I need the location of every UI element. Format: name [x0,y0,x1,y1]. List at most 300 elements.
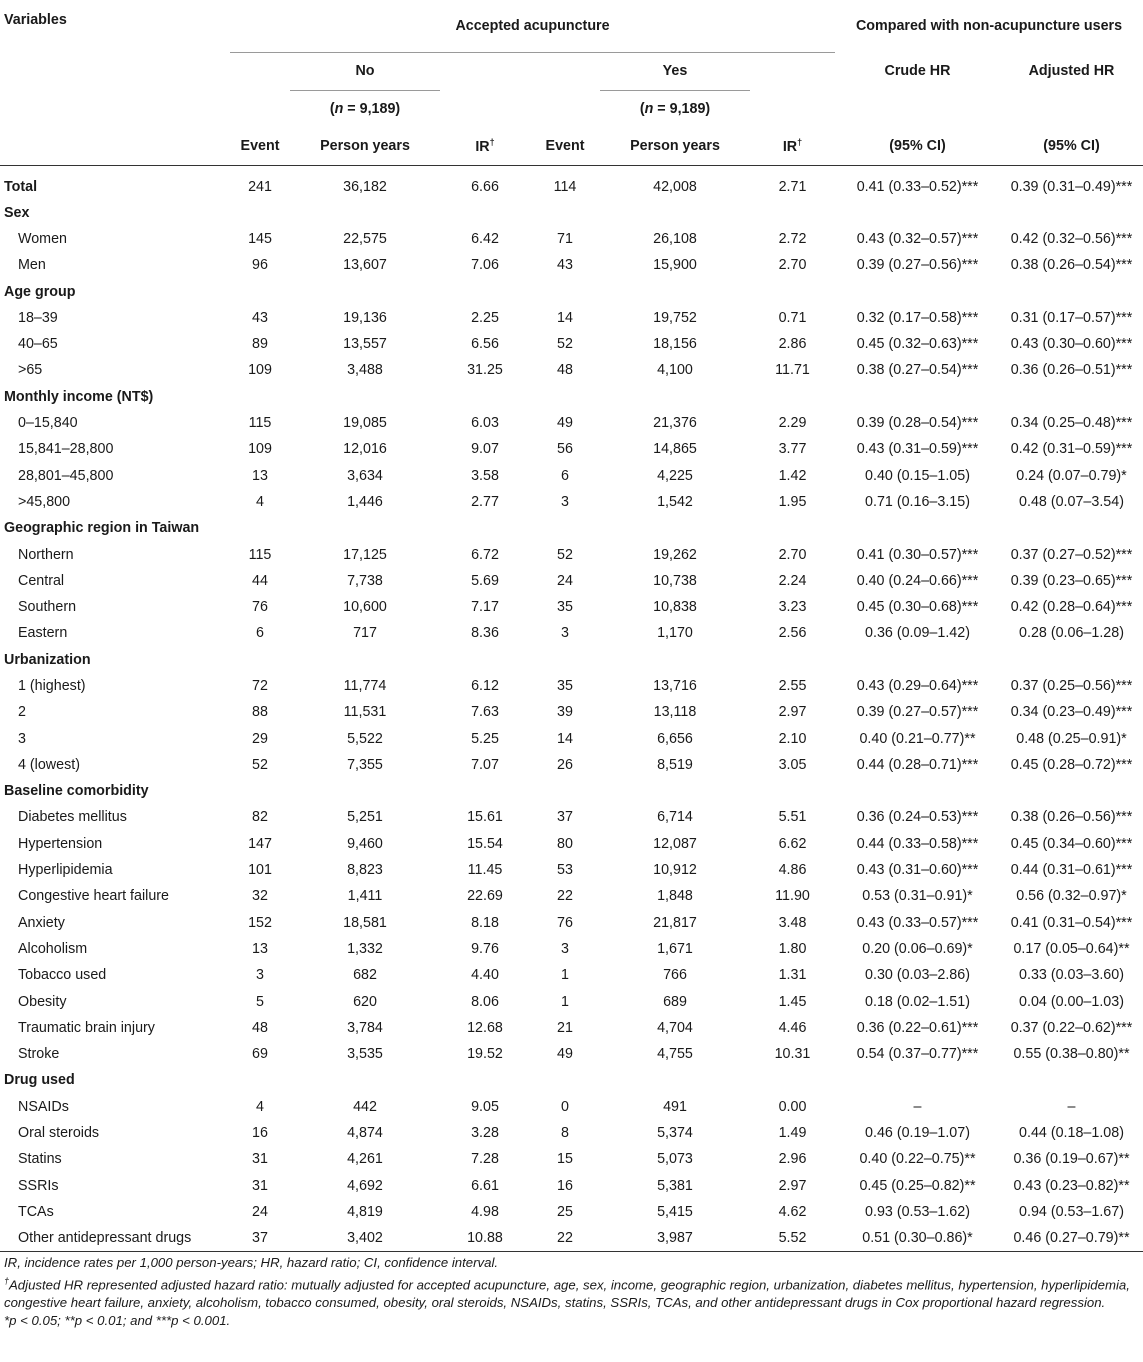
cell-ir1: 7.17 [471,599,499,616]
cell-e2: 25 [557,1203,573,1220]
empty-cell [835,515,1000,541]
cell-py2: 766 [663,967,687,984]
table-group-row [0,384,1143,410]
table-body [0,165,1143,1251]
empty-cell [290,647,440,673]
cell-ir2: 2.97 [778,1177,807,1194]
cell-e1: 4 [256,493,264,510]
table-bottom-rule [0,1251,1143,1252]
empty-cell [750,384,835,410]
cell-crude: 0.45 (0.25–0.82)** [859,1177,976,1194]
cell-e2: 76 [557,914,573,931]
row-label: Traumatic brain injury [18,1019,155,1036]
row-label: 1 (highest) [18,677,86,694]
cell-ir2: 2.70 [778,257,807,274]
cell-adj: 0.36 (0.26–0.51)*** [1010,362,1133,379]
empty-cell [230,278,290,304]
cell-ir2: 1.45 [778,993,807,1010]
empty-cell [1000,515,1143,541]
row-label: 18–39 [18,309,58,326]
cell-ir2: 2.70 [778,546,807,563]
cell-ir1: 10.88 [467,1230,503,1247]
cell-ir2: 3.48 [778,914,807,931]
cell-crude: 0.39 (0.27–0.56)*** [856,257,979,274]
footnotes [4,1254,1140,1330]
cell-crude: 0.44 (0.33–0.58)*** [856,835,979,852]
cell-py1: 4,261 [347,1151,383,1168]
empty-cell [600,1067,750,1093]
cell-e2: 1 [561,967,569,984]
empty-cell [835,278,1000,304]
empty-cell [440,778,530,804]
cell-ir1: 8.06 [471,993,499,1010]
row-label: 3 [18,730,26,747]
cell-ir1: 4.98 [471,1203,499,1220]
table-row [0,410,1143,436]
cell-e1: 24 [252,1203,268,1220]
row-label: Northern [18,546,74,563]
table-row [0,752,1143,778]
cell-py1: 4,874 [347,1125,383,1142]
table-row [0,594,1143,620]
empty-cell [530,384,600,410]
empty-cell [1000,778,1143,804]
cell-e2: 114 [553,178,577,195]
cell-adj: 0.43 (0.30–0.60)*** [1010,336,1133,353]
cell-py2: 26,108 [653,230,697,247]
table-row [0,568,1143,594]
empty-cell [230,778,290,804]
cell-e2: 14 [557,730,573,747]
cell-e1: 44 [252,572,268,589]
row-label: Central [18,572,65,589]
empty-cell [1000,1067,1143,1093]
cell-crude: 0.45 (0.30–0.68)*** [856,599,979,616]
cell-adj: 0.34 (0.23–0.49)*** [1010,704,1133,721]
cell-ir1: 6.61 [471,1177,499,1194]
cell-crude: 0.38 (0.27–0.54)*** [856,362,979,379]
cell-e2: 16 [557,1177,573,1194]
cell-py2: 19,752 [653,309,697,326]
cell-crude: 0.51 (0.30–0.86)* [862,1230,973,1247]
cell-adj: 0.43 (0.23–0.82)** [1013,1177,1130,1194]
table-row [0,1225,1143,1251]
table-row [0,165,1143,200]
cell-ir1: 19.52 [467,1046,503,1063]
cell-e1: 4 [256,1098,264,1115]
cell-py1: 36,182 [343,178,387,195]
yes-group-header: Yes [600,52,750,90]
cell-ir1: 8.36 [471,625,499,642]
footnote-abbreviations: IR, incidence rates per 1,000 person-years; HR, hazard ratio; CI, confidence interval. [4,1255,499,1270]
row-label: Stroke [18,1046,60,1063]
table-row [0,357,1143,383]
cell-e2: 35 [557,677,573,694]
empty-cell [750,515,835,541]
cell-crude: 0.18 (0.02–1.51) [865,993,970,1010]
person-years-no-header: Person years [320,137,410,154]
table-group-row [0,515,1143,541]
cell-crude: 0.39 (0.28–0.54)*** [856,415,979,432]
cell-py2: 13,716 [653,677,697,694]
table-group-row [0,1067,1143,1093]
cell-py2: 13,118 [653,704,697,721]
empty-cell [230,1067,290,1093]
cell-e1: 31 [252,1151,268,1168]
cell-e1: 69 [252,1046,268,1063]
cell-adj: 0.44 (0.18–1.08) [1019,1125,1124,1142]
cell-adj: 0.38 (0.26–0.56)*** [1010,809,1133,826]
cell-py2: 4,704 [657,1019,693,1036]
cell-py1: 3,488 [347,362,383,379]
cell-ir2: 2.86 [778,336,807,353]
table-row [0,831,1143,857]
cell-e2: 49 [557,415,573,432]
cell-adj: 0.24 (0.07–0.79)* [1016,467,1127,484]
empty-cell [230,515,290,541]
cell-ir1: 6.66 [471,178,499,195]
table-row [0,857,1143,883]
cell-py1: 4,692 [347,1177,383,1194]
cell-e2: 22 [557,1230,573,1247]
row-label: >45,800 [18,493,71,510]
cell-e2: 6 [561,467,569,484]
cell-e1: 5 [256,993,264,1010]
table-row [0,462,1143,488]
cell-py1: 13,607 [343,257,387,274]
empty-cell [835,384,1000,410]
cell-adj: 0.33 (0.03–3.60) [1019,967,1124,984]
table-row [0,620,1143,646]
cell-crude: 0.41 (0.30–0.57)*** [856,546,979,563]
empty-cell [440,278,530,304]
cell-ir2: 2.55 [778,677,807,694]
cell-e2: 80 [557,835,573,852]
cell-py2: 5,073 [657,1151,693,1168]
cell-e2: 21 [557,1019,573,1036]
cell-ir2: 3.23 [778,599,807,616]
empty-cell [750,278,835,304]
table-row [0,489,1143,515]
cell-e2: 52 [557,336,573,353]
table-group-row [0,778,1143,804]
cell-ir2: 1.95 [778,493,807,510]
cell-e1: 43 [252,309,268,326]
cell-ir1: 4.40 [471,967,499,984]
row-label: 4 (lowest) [18,756,80,773]
cell-crude: 0.20 (0.06–0.69)* [862,940,973,957]
cell-ir2: 2.29 [778,415,807,432]
crude-ci-header: (95% CI) [889,137,946,154]
row-label: 40–65 [18,336,58,353]
cell-ir1: 3.58 [471,467,499,484]
row-label: Baseline comorbidity [4,783,149,800]
cell-ir2: 0.71 [778,309,807,326]
cell-ir2: 5.51 [778,809,807,826]
table-row [0,1041,1143,1067]
table-row [0,1094,1143,1120]
cell-py2: 6,656 [657,730,693,747]
adjusted-hr-header: Adjusted HR [1028,63,1115,79]
footnote-adjusted-hr: †Adjusted HR represented adjusted hazard ratio: mutually adjusted for accepted acupuncture, age, sex, income, geographic region, urbanization, diabetes mellitus, hypertension, hyperlipidemia, congestive heart failure, anxiety, alcoholism, tobacco consumed, obesity, oral steroids, NSAIDs, statins, SSRIs, TCAs, and other antidepressant drugs in Cox proportional hazard regression. [4,1276,1130,1311]
row-label: Tobacco used [18,967,107,984]
cell-ir2: 2.96 [778,1151,807,1168]
cell-py1: 442 [353,1098,377,1115]
cell-ir1: 6.72 [471,546,499,563]
cell-adj: 0.45 (0.34–0.60)*** [1010,835,1133,852]
cell-ir2: 4.46 [778,1019,807,1036]
cell-adj: 0.36 (0.19–0.67)** [1013,1151,1130,1168]
cell-py2: 4,100 [657,362,693,379]
cell-ir2: 1.49 [778,1125,807,1142]
cell-ir1: 31.25 [467,362,503,379]
cell-crude: 0.41 (0.33–0.52)*** [856,178,979,195]
empty-cell [1000,278,1143,304]
table-row [0,1146,1143,1172]
row-label: Monthly income (NT$) [4,388,154,405]
row-label: 15,841–28,800 [18,441,114,458]
cell-crude: 0.40 (0.15–1.05) [865,467,970,484]
cell-crude: 0.43 (0.31–0.60)*** [856,862,979,879]
cell-crude: 0.32 (0.17–0.58)*** [856,309,979,326]
cell-py2: 8,519 [657,756,693,773]
cell-py1: 7,355 [347,756,383,773]
cell-py2: 21,376 [653,415,697,432]
footnote-pvalues: *p < 0.05; **p < 0.01; and ***p < 0.001. [4,1313,231,1329]
cell-e1: 72 [252,677,268,694]
cell-py1: 717 [353,625,377,642]
ir-no-header: IR† [475,136,495,155]
row-label: Eastern [18,625,68,642]
empty-cell [530,200,600,226]
cell-ir1: 6.03 [471,415,499,432]
cell-ir1: 7.06 [471,257,499,274]
cell-e2: 14 [557,309,573,326]
cell-e1: 76 [252,599,268,616]
cell-py1: 13,557 [343,336,387,353]
cell-adj: 0.37 (0.25–0.56)*** [1010,677,1133,694]
cell-py2: 1,542 [657,493,693,510]
table-row [0,725,1143,751]
cell-py1: 3,634 [347,467,383,484]
cell-e1: 241 [248,178,272,195]
cell-crude: 0.40 (0.22–0.75)** [859,1151,976,1168]
cell-ir2: 10.31 [774,1046,811,1063]
cell-e1: 6 [256,625,264,642]
table-row [0,1172,1143,1198]
cell-py2: 21,817 [653,914,697,931]
cell-ir2: 2.24 [778,572,807,589]
cell-ir1: 6.42 [471,230,499,247]
empty-cell [530,1067,600,1093]
cell-crude: 0.54 (0.37–0.77)*** [856,1046,979,1063]
cell-e1: 109 [248,441,272,458]
cell-py2: 1,848 [657,888,693,905]
cell-ir1: 6.56 [471,336,499,353]
cell-e1: 152 [248,914,272,931]
cell-py1: 1,332 [347,940,383,957]
cell-adj: – [1067,1098,1076,1115]
empty-cell [530,278,600,304]
cell-ir1: 7.07 [471,756,499,773]
cell-py2: 4,755 [657,1046,693,1063]
cell-ir2: 1.42 [778,467,807,484]
empty-cell [835,778,1000,804]
row-label: Sex [4,204,30,221]
cell-py2: 10,838 [653,599,697,616]
row-label: Anxiety [18,914,65,931]
cell-crude: 0.36 (0.22–0.61)*** [856,1019,979,1036]
cell-crude: 0.46 (0.19–1.07) [865,1125,970,1142]
cell-adj: 0.31 (0.17–0.57)*** [1010,309,1133,326]
table-row [0,883,1143,909]
empty-cell [1000,647,1143,673]
cell-py1: 19,085 [343,415,387,432]
row-label: Hypertension [18,835,103,852]
cell-adj: 0.55 (0.38–0.80)** [1013,1046,1130,1063]
row-label: Urbanization [4,651,91,668]
adjusted-ci-header: (95% CI) [1043,137,1100,154]
row-label: Diabetes mellitus [18,809,127,826]
cell-adj: 0.39 (0.23–0.65)*** [1010,572,1133,589]
cell-py1: 7,738 [347,572,383,589]
cell-e2: 56 [557,441,573,458]
empty-cell [230,200,290,226]
empty-cell [600,384,750,410]
empty-cell [750,778,835,804]
cell-py1: 5,251 [347,809,383,826]
cell-ir2: 2.10 [778,730,807,747]
cell-e1: 96 [252,257,268,274]
cell-py1: 4,819 [347,1203,383,1220]
cell-e2: 53 [557,862,573,879]
cell-py2: 1,170 [657,625,693,642]
row-label: 28,801–45,800 [18,467,114,484]
table-row [0,1120,1143,1146]
cell-crude: – [913,1098,922,1115]
cell-crude: 0.43 (0.31–0.59)*** [856,441,979,458]
person-years-yes-header: Person years [630,137,720,154]
empty-cell [600,200,750,226]
empty-cell [440,515,530,541]
row-label: SSRIs [18,1177,59,1194]
accepted-acupuncture-header: Accepted acupuncture [230,0,835,52]
cell-py1: 22,575 [343,230,387,247]
cell-py1: 12,016 [343,441,387,458]
cell-e1: 115 [248,415,272,432]
cell-ir2: 2.97 [778,704,807,721]
empty-cell [230,647,290,673]
cell-e1: 13 [252,467,268,484]
row-label: Total [4,178,38,195]
cell-e1: 16 [252,1125,268,1142]
cell-ir2: 11.71 [775,362,810,379]
cell-py2: 10,738 [653,572,697,589]
row-label: Other antidepressant drugs [18,1230,192,1247]
row-label: Age group [4,283,76,300]
cell-ir1: 3.28 [471,1125,499,1142]
cell-py1: 682 [353,967,377,984]
row-label: Women [18,230,67,247]
table-row [0,541,1143,567]
cell-e2: 15 [557,1151,573,1168]
row-label: Oral steroids [18,1125,100,1142]
cell-py1: 11,774 [343,677,387,694]
cell-ir2: 3.05 [778,756,807,773]
cell-e2: 52 [557,546,573,563]
cell-py1: 3,535 [347,1046,383,1063]
cell-e2: 0 [561,1098,569,1115]
cell-py2: 5,381 [657,1177,693,1194]
empty-cell [290,515,440,541]
empty-cell [290,1067,440,1093]
table-group-row [0,647,1143,673]
cell-e1: 115 [248,546,272,563]
cell-ir1: 9.76 [471,940,499,957]
empty-cell [750,647,835,673]
cell-ir2: 6.62 [778,835,807,852]
empty-cell [290,278,440,304]
cell-ir2: 3.77 [778,441,807,458]
empty-cell [750,200,835,226]
empty-cell [600,647,750,673]
row-label: Geographic region in Taiwan [4,520,200,537]
cell-py2: 4,225 [657,467,693,484]
cell-e2: 37 [557,809,573,826]
row-label: Men [18,257,46,274]
cell-py2: 19,262 [653,546,697,563]
table-row [0,305,1143,331]
table-row [0,699,1143,725]
table-row [0,252,1143,278]
cell-ir1: 5.69 [471,572,499,589]
cell-py2: 18,156 [653,336,697,353]
row-label: Drug used [4,1072,75,1089]
cell-crude: 0.40 (0.21–0.77)** [859,730,976,747]
cell-ir1: 9.07 [471,441,499,458]
cell-e1: 48 [252,1019,268,1036]
cell-e1: 82 [252,809,268,826]
cell-e2: 3 [561,940,569,957]
cell-py2: 491 [663,1098,687,1115]
cell-crude: 0.40 (0.24–0.66)*** [856,572,979,589]
cell-e1: 52 [252,756,268,773]
cell-adj: 0.37 (0.22–0.62)*** [1010,1019,1133,1036]
row-label: Alcoholism [18,940,88,957]
cell-py1: 8,823 [347,862,383,879]
empty-cell [750,1067,835,1093]
table-row [0,226,1143,252]
cell-ir1: 7.28 [471,1151,499,1168]
row-label: 2 [18,704,26,721]
cell-e1: 101 [248,862,272,879]
cell-py1: 1,411 [347,888,383,905]
cell-py1: 3,784 [347,1019,383,1036]
n-yes-header: (n = 9,189) [639,100,711,117]
cell-ir2: 2.72 [778,230,807,247]
cell-adj: 0.56 (0.32–0.97)* [1016,888,1127,905]
row-label: Southern [18,599,77,616]
cell-adj: 0.34 (0.25–0.48)*** [1010,415,1133,432]
cell-adj: 0.46 (0.27–0.79)** [1013,1230,1130,1247]
table-group-row [0,200,1143,226]
cell-crude: 0.71 (0.16–3.15) [865,493,970,510]
cell-ir2: 1.80 [778,940,807,957]
cell-crude: 0.43 (0.32–0.57)*** [856,230,979,247]
empty-cell [600,778,750,804]
cell-py2: 14,865 [653,441,697,458]
row-label: Congestive heart failure [18,888,169,905]
